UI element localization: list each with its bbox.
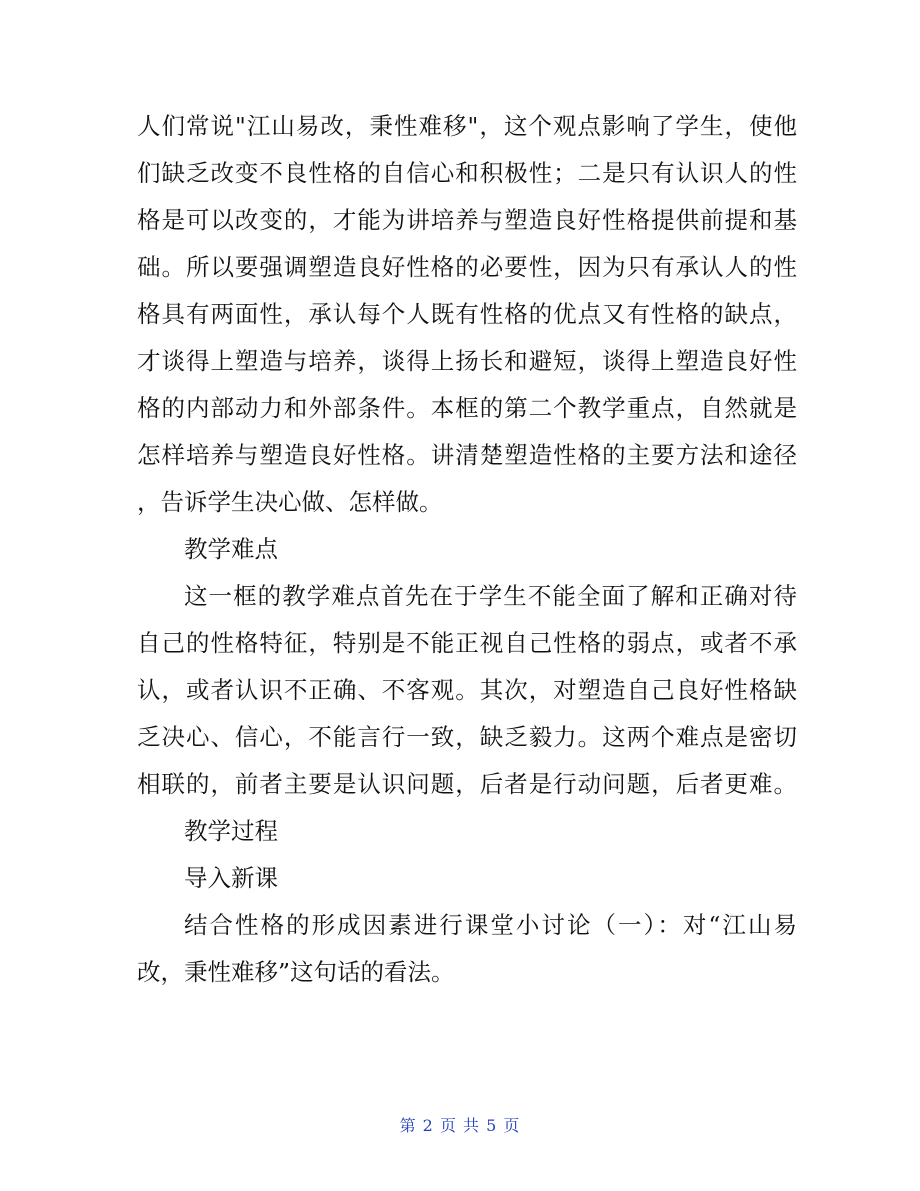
text-line: 才谈得上塑造与培养，谈得上扬长和避短，谈得上塑造良好性 [137,347,797,375]
text-line: 相联的，前者主要是认识问题，后者是行动问题，后者更难。 [137,770,797,798]
text-line: 础。所以要强调塑造良好性格的必要性，因为只有承认人的性 [137,253,797,281]
text-line: 乏决心、信心，不能言行一致，缺乏毅力。这两个难点是密切 [137,723,797,751]
page-number-footer: 第 2 页 共 5 页 [399,1116,521,1135]
text-line: 人们常说"江山易改，秉性难移"，这个观点影响了学生，使他 [137,112,797,140]
text-line: 自己的性格特征，特别是不能正视自己性格的弱点，或者不承 [137,629,797,657]
document-body [137,103,797,996]
text-line: 改，秉性难移”这句话的看法。 [137,958,455,986]
text-line: 认，或者认识不正确、不客观。其次，对塑造自己良好性格缺 [137,676,797,704]
text-line: 结合性格的形成因素进行课堂小讨论（一）：对“江山易 [184,911,797,939]
text-line: 格的内部动力和外部条件。本框的第二个教学重点，自然就是 [137,394,797,422]
text-line: 格是可以改变的，才能为讲培养与塑造良好性格提供前提和基 [137,206,797,234]
text-line: 怎样培养与塑造良好性格。讲清楚塑造性格的主要方法和途径 [137,441,797,469]
text-line: 格具有两面性，承认每个人既有性格的优点又有性格的缺点， [137,300,797,328]
section-heading-lesson-intro: 导入新课 [184,864,278,892]
text-line: ，告诉学生决心做、怎样做。 [137,488,443,516]
section-heading-teaching-process: 教学过程 [184,817,278,845]
text-line: 们缺乏改变不良性格的自信心和积极性；二是只有认识人的性 [137,159,797,187]
text-line: 这一框的教学难点首先在于学生不能全面了解和正确对待 [184,582,797,610]
section-heading-teaching-difficulty: 教学难点 [184,535,278,563]
